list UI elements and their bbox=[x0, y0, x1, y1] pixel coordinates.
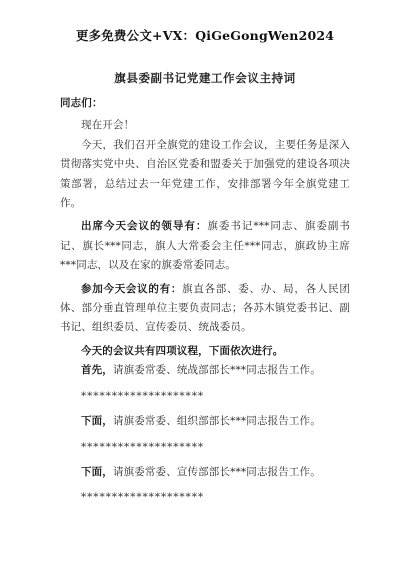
attendees-text: 旗直各部、委、办、局，各人民团体、部分垂直管理单位主要负责同志；各苏木镇党委书记、副书记、组织委员、宣传委员、统战委员。 bbox=[60, 282, 350, 334]
agenda-item-1 bbox=[60, 361, 350, 380]
agenda-item-1-lead: 首先， bbox=[81, 364, 113, 377]
agenda-item-2-lead: 下面， bbox=[81, 415, 113, 428]
separator-line-2: ******************** bbox=[81, 440, 204, 453]
agenda-item-3-text: 请旗委常委、宣传部部长***同志报告工作。 bbox=[112, 465, 321, 478]
separator-line-1: ******************** bbox=[81, 389, 204, 402]
attendees-paragraph bbox=[60, 280, 350, 338]
attendees-label: 参加今天会议的有： bbox=[81, 282, 183, 295]
agenda-item-2 bbox=[60, 412, 350, 431]
leaders-text: 旗委书记***同志、旗委副书记、旗长***同志，旗人大常委会主任***同志，旗政协主席***同志，以及在家的旗委常委同志。 bbox=[60, 220, 350, 272]
header-watermark-line: 更多免费公文+VX：QiGeGongWen2024 bbox=[75, 28, 335, 43]
salutation: 同志们： bbox=[60, 97, 103, 109]
agenda-item-3 bbox=[60, 463, 350, 482]
document-body bbox=[60, 94, 350, 508]
agenda-item-2-text: 请旗委常委、组织部部长***同志报告工作。 bbox=[112, 415, 321, 428]
agenda-item-1-text: 请旗委常委、统战部部长***同志报告工作。 bbox=[112, 364, 321, 377]
document-title: 旗县委副书记党建工作会议主持词 bbox=[114, 71, 296, 85]
agenda-intro-text: 今天的会议共有四项议程，下面依次进行。 bbox=[81, 344, 284, 357]
agenda-intro bbox=[60, 342, 350, 361]
agenda-item-3-lead: 下面， bbox=[81, 465, 113, 478]
leaders-paragraph bbox=[60, 217, 350, 275]
intro-paragraph: 今天，我们召开全旗党的建设工作会议，主要任务是深入贯彻落实党中央、自治区党委和盟委关于加强党的建设各项决策部署，总结过去一年党建工作，安排部署今年全旗党建工作。 bbox=[60, 138, 350, 210]
opening-line: 现在开会！ bbox=[81, 119, 135, 132]
leaders-label: 出席今天会议的领导有： bbox=[81, 220, 208, 233]
separator-line-3: ******************** bbox=[81, 491, 204, 504]
